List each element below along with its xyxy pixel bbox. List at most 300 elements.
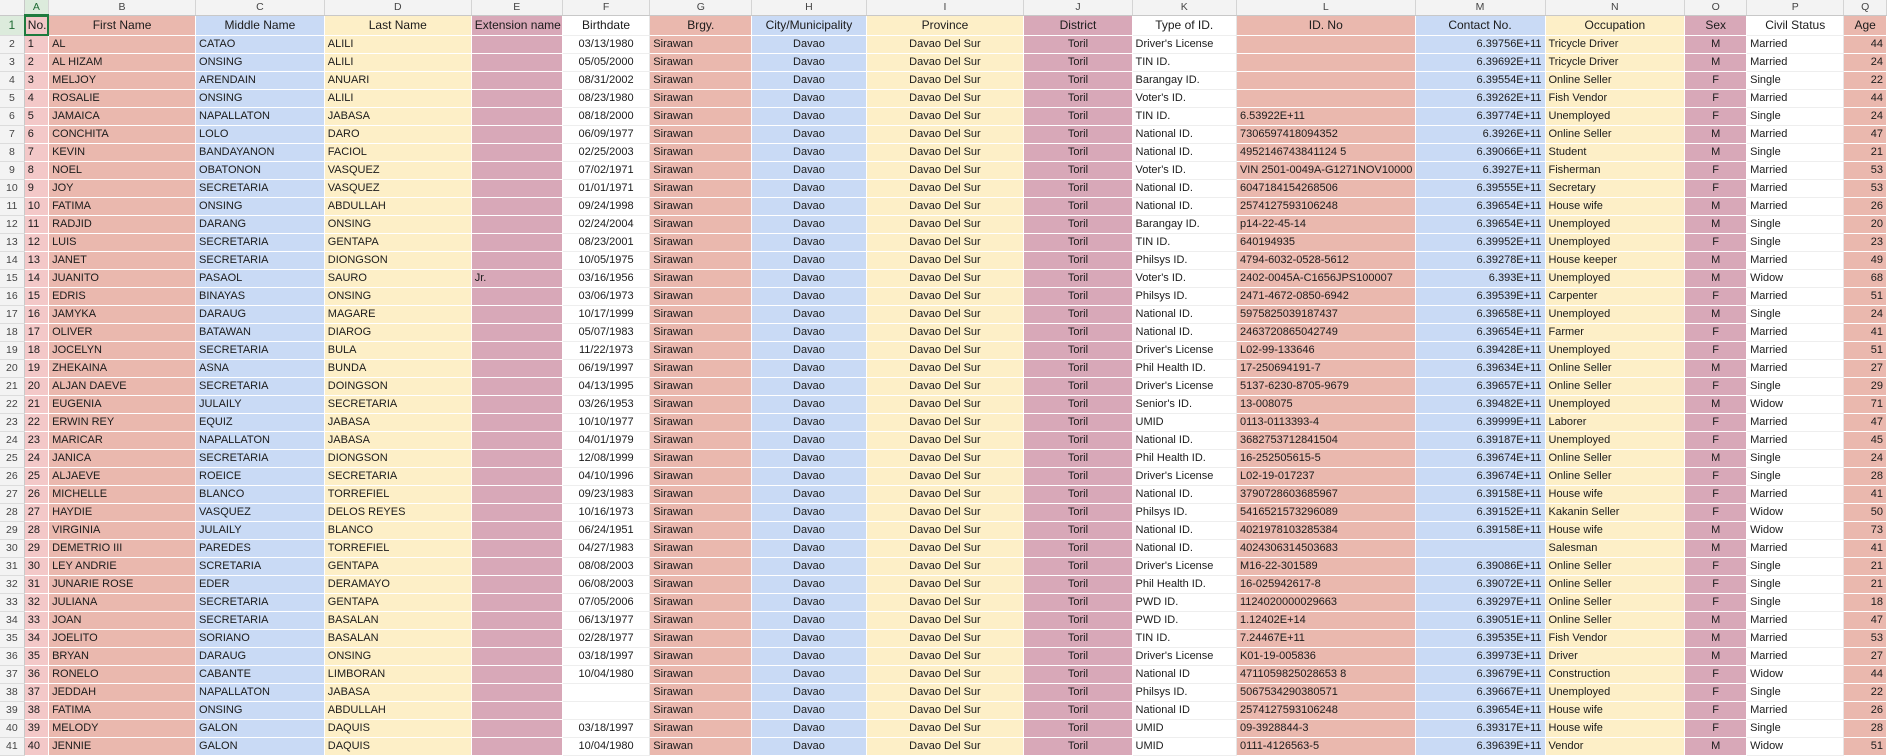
data-cell[interactable]: SECRETARIA	[196, 342, 325, 360]
data-cell[interactable]: Toril	[1024, 234, 1132, 252]
data-cell[interactable]: Sirawan	[650, 360, 752, 378]
data-cell[interactable]: Driver's License	[1132, 36, 1236, 54]
data-cell[interactable]: BUNDA	[324, 360, 471, 378]
data-cell[interactable]: 37	[24, 684, 48, 702]
data-cell[interactable]: M	[1685, 36, 1747, 54]
data-cell[interactable]	[471, 630, 562, 648]
data-cell[interactable]: Sirawan	[650, 522, 752, 540]
data-cell[interactable]	[471, 54, 562, 72]
data-cell[interactable]: Phil Health ID.	[1132, 450, 1236, 468]
data-cell[interactable]	[471, 612, 562, 630]
data-cell[interactable]: 6.39278E+11	[1415, 252, 1545, 270]
data-cell[interactable]: Toril	[1024, 396, 1132, 414]
data-cell[interactable]: Single	[1747, 720, 1844, 738]
data-cell[interactable]: Carpenter	[1545, 288, 1685, 306]
data-cell[interactable]: Sirawan	[650, 342, 752, 360]
data-cell[interactable]: Davao Del Sur	[866, 180, 1024, 198]
data-cell[interactable]: F	[1685, 486, 1747, 504]
data-cell[interactable]: 08/31/2002	[562, 72, 649, 90]
data-cell[interactable]: 03/06/1973	[562, 288, 649, 306]
data-cell[interactable]: Toril	[1024, 684, 1132, 702]
data-cell[interactable]: Sirawan	[650, 684, 752, 702]
data-cell[interactable]: Davao Del Sur	[866, 378, 1024, 396]
data-cell[interactable]: Phil Health ID.	[1132, 576, 1236, 594]
data-cell[interactable]: 04/27/1983	[562, 540, 649, 558]
data-cell[interactable]: Philsys ID.	[1132, 504, 1236, 522]
row-number[interactable]: 28	[0, 504, 24, 522]
column-letter-h[interactable]: H	[752, 0, 866, 15]
data-cell[interactable]: Jr.	[471, 270, 562, 288]
data-cell[interactable]: Davao	[752, 36, 866, 54]
data-cell[interactable]: Davao Del Sur	[866, 684, 1024, 702]
data-cell[interactable]: 5067534290380571	[1236, 684, 1415, 702]
data-cell[interactable]: 21	[24, 396, 48, 414]
data-cell[interactable]: Sirawan	[650, 540, 752, 558]
data-cell[interactable]: Davao	[752, 126, 866, 144]
data-cell[interactable]: 6.53922E+11	[1236, 108, 1415, 126]
data-cell[interactable]: Married	[1747, 252, 1844, 270]
data-cell[interactable]: Married	[1747, 360, 1844, 378]
data-cell[interactable]: 6.39674E+11	[1415, 468, 1545, 486]
data-cell[interactable]: SORIANO	[196, 630, 325, 648]
data-cell[interactable]: AL HIZAM	[49, 54, 196, 72]
column-letter-i[interactable]: I	[866, 0, 1024, 15]
data-cell[interactable]: Davao	[752, 378, 866, 396]
data-cell[interactable]: Sirawan	[650, 72, 752, 90]
data-cell[interactable]: DIONGSON	[324, 252, 471, 270]
data-cell[interactable]: F	[1685, 414, 1747, 432]
data-cell[interactable]: Davao Del Sur	[866, 594, 1024, 612]
data-cell[interactable]: Toril	[1024, 540, 1132, 558]
data-cell[interactable]: 09-3928844-3	[1236, 720, 1415, 738]
data-cell[interactable]: Voter's ID.	[1132, 162, 1236, 180]
column-header-cell[interactable]: Age	[1844, 15, 1887, 36]
row-number[interactable]: 20	[0, 360, 24, 378]
data-cell[interactable]: Davao	[752, 270, 866, 288]
data-cell[interactable]: F	[1685, 378, 1747, 396]
data-cell[interactable]: TIN ID.	[1132, 234, 1236, 252]
column-letter-j[interactable]: J	[1024, 0, 1132, 15]
data-cell[interactable]: ASNA	[196, 360, 325, 378]
data-cell[interactable]: Construction	[1545, 666, 1685, 684]
data-cell[interactable]: 32	[24, 594, 48, 612]
data-cell[interactable]: Toril	[1024, 576, 1132, 594]
data-cell[interactable]: Married	[1747, 90, 1844, 108]
column-header-cell[interactable]: Contact No.	[1415, 15, 1545, 36]
data-cell[interactable]: Voter's ID.	[1132, 270, 1236, 288]
data-cell[interactable]: Sirawan	[650, 288, 752, 306]
data-cell[interactable]: Toril	[1024, 558, 1132, 576]
data-cell[interactable]: Toril	[1024, 612, 1132, 630]
data-cell[interactable]: 22	[1844, 72, 1887, 90]
data-cell[interactable]: National ID.	[1132, 540, 1236, 558]
data-cell[interactable]: BATAWAN	[196, 324, 325, 342]
data-cell[interactable]: F	[1685, 180, 1747, 198]
data-cell[interactable]: Toril	[1024, 594, 1132, 612]
data-cell[interactable]: 2471-4672-0850-6942	[1236, 288, 1415, 306]
column-header-cell[interactable]: Middle Name	[196, 15, 325, 36]
data-cell[interactable]: Single	[1747, 378, 1844, 396]
data-cell[interactable]: 22	[1844, 684, 1887, 702]
row-number[interactable]: 32	[0, 576, 24, 594]
data-cell[interactable]: LEY ANDRIE	[49, 558, 196, 576]
data-cell[interactable]: Davao	[752, 486, 866, 504]
data-cell[interactable]: K01-19-005836	[1236, 648, 1415, 666]
data-cell[interactable]: 11	[24, 216, 48, 234]
data-cell[interactable]: 01/01/1971	[562, 180, 649, 198]
data-cell[interactable]: 12/08/1999	[562, 450, 649, 468]
data-cell[interactable]	[471, 198, 562, 216]
data-cell[interactable]: LIMBORAN	[324, 666, 471, 684]
data-cell[interactable]: Davao Del Sur	[866, 720, 1024, 738]
data-cell[interactable]: Sirawan	[650, 594, 752, 612]
data-cell[interactable]: Davao	[752, 90, 866, 108]
data-cell[interactable]: ONSING	[196, 90, 325, 108]
data-cell[interactable]: 6.39187E+11	[1415, 432, 1545, 450]
data-cell[interactable]: 41	[1844, 540, 1887, 558]
column-header-cell[interactable]: District	[1024, 15, 1132, 36]
data-cell[interactable]: JULIANA	[49, 594, 196, 612]
data-cell[interactable]	[471, 108, 562, 126]
data-cell[interactable]: DARAUG	[196, 648, 325, 666]
data-cell[interactable]: Fish Vendor	[1545, 630, 1685, 648]
data-cell[interactable]: Sirawan	[650, 504, 752, 522]
data-cell[interactable]: 05/07/1983	[562, 324, 649, 342]
data-cell[interactable]: 04/13/1995	[562, 378, 649, 396]
data-cell[interactable]: 29	[24, 540, 48, 558]
data-cell[interactable]: Sirawan	[650, 414, 752, 432]
data-cell[interactable]: Sirawan	[650, 486, 752, 504]
data-cell[interactable]: 6.39554E+11	[1415, 72, 1545, 90]
data-cell[interactable]	[1415, 540, 1545, 558]
data-cell[interactable]: PWD ID.	[1132, 612, 1236, 630]
data-cell[interactable]	[471, 126, 562, 144]
data-cell[interactable]: ONSING	[196, 54, 325, 72]
data-cell[interactable]: National ID.	[1132, 432, 1236, 450]
data-cell[interactable]: Toril	[1024, 648, 1132, 666]
row-number[interactable]: 34	[0, 612, 24, 630]
data-cell[interactable]: House keeper	[1545, 252, 1685, 270]
data-cell[interactable]: Married	[1747, 36, 1844, 54]
data-cell[interactable]: F	[1685, 468, 1747, 486]
data-cell[interactable]: KEVIN	[49, 144, 196, 162]
data-cell[interactable]: Sirawan	[650, 180, 752, 198]
data-cell[interactable]: DERAMAYO	[324, 576, 471, 594]
data-cell[interactable]: Toril	[1024, 180, 1132, 198]
data-cell[interactable]: 44	[1844, 36, 1887, 54]
data-cell[interactable]: Sirawan	[650, 324, 752, 342]
data-cell[interactable]: SECRETARIA	[324, 396, 471, 414]
data-cell[interactable]: GALON	[196, 720, 325, 738]
data-cell[interactable]: Davao	[752, 108, 866, 126]
data-cell[interactable]: Married	[1747, 612, 1844, 630]
data-cell[interactable]: Davao Del Sur	[866, 432, 1024, 450]
data-cell[interactable]: Davao	[752, 360, 866, 378]
data-cell[interactable]: 6.39072E+11	[1415, 576, 1545, 594]
data-cell[interactable]: 44	[1844, 666, 1887, 684]
data-cell[interactable]: 6.39297E+11	[1415, 594, 1545, 612]
data-cell[interactable]: CABANTE	[196, 666, 325, 684]
data-cell[interactable]: 640194935	[1236, 234, 1415, 252]
data-cell[interactable]: M	[1685, 126, 1747, 144]
data-cell[interactable]: Davao	[752, 342, 866, 360]
data-cell[interactable]: Single	[1747, 108, 1844, 126]
data-cell[interactable]: 47	[1844, 414, 1887, 432]
data-cell[interactable]: 6.39654E+11	[1415, 702, 1545, 720]
data-cell[interactable]	[471, 540, 562, 558]
data-cell[interactable]: Davao Del Sur	[866, 306, 1024, 324]
data-cell[interactable]: Sirawan	[650, 450, 752, 468]
data-cell[interactable]: Unemployed	[1545, 216, 1685, 234]
data-cell[interactable]: Sirawan	[650, 630, 752, 648]
data-cell[interactable]: ONSING	[196, 702, 325, 720]
data-cell[interactable]: 4	[24, 90, 48, 108]
data-cell[interactable]: 10/04/1980	[562, 666, 649, 684]
data-cell[interactable]: Laborer	[1545, 414, 1685, 432]
data-cell[interactable]: JOCELYN	[49, 342, 196, 360]
data-cell[interactable]: FACIOL	[324, 144, 471, 162]
data-cell[interactable]: Sirawan	[650, 216, 752, 234]
data-cell[interactable]: Toril	[1024, 216, 1132, 234]
data-cell[interactable]: DOINGSON	[324, 378, 471, 396]
data-cell[interactable]: p14-22-45-14	[1236, 216, 1415, 234]
data-cell[interactable]: Sirawan	[650, 126, 752, 144]
data-cell[interactable]	[562, 702, 649, 720]
data-cell[interactable]: Davao Del Sur	[866, 738, 1024, 756]
data-cell[interactable]: Married	[1747, 288, 1844, 306]
data-cell[interactable]: EDRIS	[49, 288, 196, 306]
data-cell[interactable]: Davao Del Sur	[866, 702, 1024, 720]
data-cell[interactable]: M	[1685, 360, 1747, 378]
data-cell[interactable]: 7306597418094352	[1236, 126, 1415, 144]
data-cell[interactable]: 27	[1844, 360, 1887, 378]
data-cell[interactable]: National ID	[1132, 666, 1236, 684]
data-cell[interactable]: 51	[1844, 288, 1887, 306]
data-cell[interactable]: Davao Del Sur	[866, 540, 1024, 558]
data-cell[interactable]: Davao Del Sur	[866, 288, 1024, 306]
data-cell[interactable]: 07/02/1971	[562, 162, 649, 180]
data-cell[interactable]: Unemployed	[1545, 342, 1685, 360]
data-cell[interactable]: 6.39428E+11	[1415, 342, 1545, 360]
data-cell[interactable]: Davao Del Sur	[866, 108, 1024, 126]
column-header-cell[interactable]: No.	[24, 15, 48, 36]
data-cell[interactable]: BANDAYANON	[196, 144, 325, 162]
data-cell[interactable]: JABASA	[324, 432, 471, 450]
data-cell[interactable]: 41	[1844, 486, 1887, 504]
data-cell[interactable]: 2402-0045A-C1656JPS100007	[1236, 270, 1415, 288]
data-cell[interactable]: RADJID	[49, 216, 196, 234]
data-cell[interactable]: SCRETARIA	[196, 558, 325, 576]
data-cell[interactable]: Senior's ID.	[1132, 396, 1236, 414]
data-cell[interactable]: 6.39999E+11	[1415, 414, 1545, 432]
data-cell[interactable]: Toril	[1024, 702, 1132, 720]
data-cell[interactable]: House wife	[1545, 198, 1685, 216]
data-cell[interactable]: Davao Del Sur	[866, 630, 1024, 648]
column-letter-e[interactable]: E	[471, 0, 562, 15]
data-cell[interactable]: 10	[24, 198, 48, 216]
data-cell[interactable]: ONSING	[324, 288, 471, 306]
data-cell[interactable]: Davao	[752, 234, 866, 252]
data-cell[interactable]: 1124020000029663	[1236, 594, 1415, 612]
data-cell[interactable]: 71	[1844, 396, 1887, 414]
data-cell[interactable]	[471, 288, 562, 306]
data-cell[interactable]: SECRETARIA	[196, 612, 325, 630]
data-cell[interactable]: Online Seller	[1545, 594, 1685, 612]
data-cell[interactable]: PAREDES	[196, 540, 325, 558]
data-cell[interactable]: 5975825039187437	[1236, 306, 1415, 324]
data-cell[interactable]: Sirawan	[650, 432, 752, 450]
data-cell[interactable]: MELJOY	[49, 72, 196, 90]
data-cell[interactable]: 9	[24, 180, 48, 198]
data-cell[interactable]: Davao Del Sur	[866, 216, 1024, 234]
data-cell[interactable]: 08/23/1980	[562, 90, 649, 108]
data-cell[interactable]: 10/16/1973	[562, 504, 649, 522]
row-number[interactable]: 30	[0, 540, 24, 558]
data-cell[interactable]: UMID	[1132, 738, 1236, 756]
data-cell[interactable]: 27	[24, 504, 48, 522]
data-cell[interactable]: Sirawan	[650, 648, 752, 666]
data-cell[interactable]: 39	[24, 720, 48, 738]
data-cell[interactable]	[471, 180, 562, 198]
data-cell[interactable]: 6.39317E+11	[1415, 720, 1545, 738]
row-number[interactable]: 27	[0, 486, 24, 504]
row-number[interactable]: 40	[0, 720, 24, 738]
data-cell[interactable]: Davao	[752, 558, 866, 576]
select-all-corner[interactable]	[0, 0, 24, 15]
data-cell[interactable]: Fish Vendor	[1545, 90, 1685, 108]
data-cell[interactable]: 7.24467E+11	[1236, 630, 1415, 648]
data-cell[interactable]: MICHELLE	[49, 486, 196, 504]
data-cell[interactable]: JENNIE	[49, 738, 196, 756]
data-cell[interactable]: Married	[1747, 486, 1844, 504]
data-cell[interactable]: Married	[1747, 630, 1844, 648]
data-cell[interactable]: 17	[24, 324, 48, 342]
data-cell[interactable]: VIRGINIA	[49, 522, 196, 540]
data-cell[interactable]: National ID.	[1132, 180, 1236, 198]
data-cell[interactable]: F	[1685, 342, 1747, 360]
data-cell[interactable]: SECRETARIA	[196, 450, 325, 468]
data-cell[interactable]: F	[1685, 234, 1747, 252]
data-cell[interactable]	[471, 486, 562, 504]
data-cell[interactable]: 15	[24, 288, 48, 306]
data-cell[interactable]	[471, 522, 562, 540]
data-cell[interactable]: Married	[1747, 702, 1844, 720]
data-cell[interactable]: National ID.	[1132, 306, 1236, 324]
data-cell[interactable]: 6.39158E+11	[1415, 522, 1545, 540]
column-letter-q[interactable]: Q	[1844, 0, 1887, 15]
data-cell[interactable]: 6047184154268506	[1236, 180, 1415, 198]
data-cell[interactable]: 38	[24, 702, 48, 720]
column-letter-l[interactable]: L	[1236, 0, 1415, 15]
data-cell[interactable]: BLANCO	[196, 486, 325, 504]
data-cell[interactable]: 35	[24, 648, 48, 666]
data-cell[interactable]: Davao Del Sur	[866, 504, 1024, 522]
data-cell[interactable]: 24	[1844, 306, 1887, 324]
data-cell[interactable]: FATIMA	[49, 198, 196, 216]
data-cell[interactable]: 03/26/1953	[562, 396, 649, 414]
data-cell[interactable]: Single	[1747, 306, 1844, 324]
data-cell[interactable]: 03/18/1997	[562, 720, 649, 738]
data-cell[interactable]: 30	[24, 558, 48, 576]
data-cell[interactable]: Sirawan	[650, 306, 752, 324]
data-cell[interactable]: 09/23/1983	[562, 486, 649, 504]
data-cell[interactable]: Unemployed	[1545, 396, 1685, 414]
data-cell[interactable]: JEDDAH	[49, 684, 196, 702]
data-cell[interactable]: JAMYKA	[49, 306, 196, 324]
data-cell[interactable]: 09/24/1998	[562, 198, 649, 216]
row-number[interactable]: 31	[0, 558, 24, 576]
data-cell[interactable]: DIAROG	[324, 324, 471, 342]
data-cell[interactable]	[1236, 54, 1415, 72]
data-cell[interactable]: F	[1685, 666, 1747, 684]
data-cell[interactable]: 02/24/2004	[562, 216, 649, 234]
data-cell[interactable]: 24	[1844, 450, 1887, 468]
data-cell[interactable]: Single	[1747, 144, 1844, 162]
row-number[interactable]: 33	[0, 594, 24, 612]
column-header-cell[interactable]: Birthdate	[562, 15, 649, 36]
data-cell[interactable]: Toril	[1024, 126, 1132, 144]
data-cell[interactable]	[471, 468, 562, 486]
data-cell[interactable]: 28	[24, 522, 48, 540]
row-number[interactable]: 8	[0, 144, 24, 162]
data-cell[interactable]: JOY	[49, 180, 196, 198]
data-cell[interactable]: Davao	[752, 396, 866, 414]
row-number[interactable]: 29	[0, 522, 24, 540]
data-cell[interactable]: Online Seller	[1545, 558, 1685, 576]
data-cell[interactable]: 6.39774E+11	[1415, 108, 1545, 126]
data-cell[interactable]: Davao	[752, 450, 866, 468]
data-cell[interactable]: House wife	[1545, 486, 1685, 504]
data-cell[interactable]	[471, 216, 562, 234]
data-cell[interactable]: Davao	[752, 324, 866, 342]
data-cell[interactable]	[471, 396, 562, 414]
data-cell[interactable]: ALJAEVE	[49, 468, 196, 486]
data-cell[interactable]: F	[1685, 108, 1747, 126]
data-cell[interactable]: 23	[1844, 234, 1887, 252]
data-cell[interactable]: Sirawan	[650, 612, 752, 630]
data-cell[interactable]: F	[1685, 594, 1747, 612]
data-cell[interactable]: Widow	[1747, 396, 1844, 414]
data-cell[interactable]: 05/05/2000	[562, 54, 649, 72]
data-cell[interactable]: Davao Del Sur	[866, 468, 1024, 486]
data-cell[interactable]: 2574127593106248	[1236, 702, 1415, 720]
data-cell[interactable]: DARANG	[196, 216, 325, 234]
data-cell[interactable]: 5137-6230-8705-9679	[1236, 378, 1415, 396]
data-cell[interactable]: Married	[1747, 342, 1844, 360]
data-cell[interactable]: 6.39634E+11	[1415, 360, 1545, 378]
data-cell[interactable]: Toril	[1024, 306, 1132, 324]
data-cell[interactable]: Toril	[1024, 486, 1132, 504]
data-cell[interactable]: Unemployed	[1545, 234, 1685, 252]
data-cell[interactable]: Sirawan	[650, 90, 752, 108]
data-cell[interactable]: National ID.	[1132, 198, 1236, 216]
data-cell[interactable]: Davao	[752, 720, 866, 738]
data-cell[interactable]: Widow	[1747, 666, 1844, 684]
data-cell[interactable]	[471, 684, 562, 702]
data-cell[interactable]: JOAN	[49, 612, 196, 630]
data-cell[interactable]: F	[1685, 702, 1747, 720]
data-cell[interactable]: Married	[1747, 414, 1844, 432]
data-cell[interactable]: JOELITO	[49, 630, 196, 648]
data-cell[interactable]: Toril	[1024, 360, 1132, 378]
data-cell[interactable]: Davao	[752, 180, 866, 198]
data-cell[interactable]: F	[1685, 90, 1747, 108]
data-cell[interactable]: Sirawan	[650, 36, 752, 54]
column-header-cell[interactable]: City/Municipality	[752, 15, 866, 36]
data-cell[interactable]: 08/08/2003	[562, 558, 649, 576]
data-cell[interactable]: OLIVER	[49, 324, 196, 342]
data-cell[interactable]: M	[1685, 396, 1747, 414]
